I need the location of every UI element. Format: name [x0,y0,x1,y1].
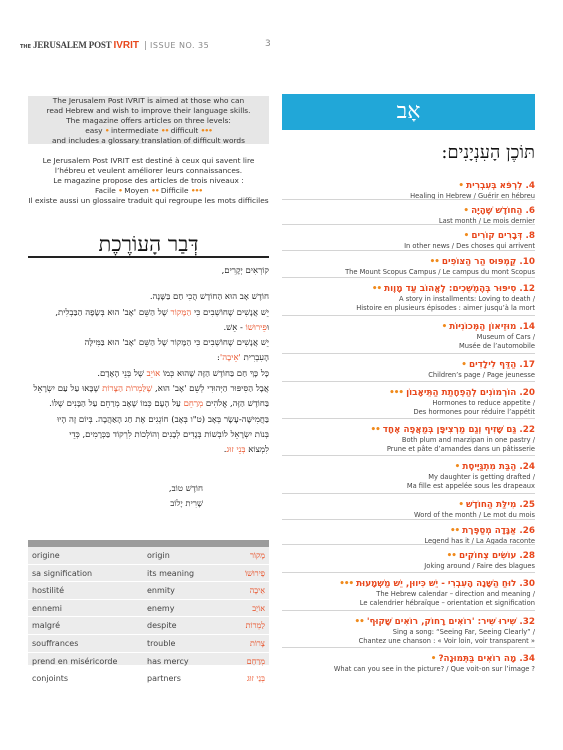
toc-item-title [282,321,535,333]
toc-subtitle: Legend has it / La Agada raconte [424,537,535,545]
toc-item[interactable] [282,424,535,454]
intro-fr-line: Il existe aussi un glossaire traduit qui regroupe les mots difficiles [28,196,269,205]
toc-page-number: 17. [519,360,535,370]
toc-subtitle: Word of the month / Le mot du mois [414,511,535,519]
level-intermediate: intermediate [110,126,159,135]
toc-page-number: 25. [519,500,535,510]
glossary-row: origine origin מָקוֹר [28,547,269,565]
glossary-term: שֶׁלַּמְרוֹת [125,384,153,395]
toc-item[interactable] [282,578,535,608]
toc-hebrew-title: מָה רוֹאִים בַּתְּמוּנָה? [438,654,517,664]
level-line [28,186,269,196]
toc-item-title [282,359,535,371]
toc-page-number: 4. [525,181,535,191]
editorial-signature [28,482,203,512]
toc-item-title [282,499,535,511]
publication-name: JERUSALEM POST [33,40,112,50]
glossary-header-bar [28,540,269,547]
intro-en-line: and includes a glossary translation of difficult words [52,136,245,145]
toc-separator [282,353,535,354]
toc-subtitle: The Hebrew calendar – direction and meaning / [376,590,535,598]
toc-item-title [282,525,535,537]
toc-hebrew-title: אַגָּדָה מְסַפֶּרֶת [462,526,517,536]
toc-separator [282,381,535,382]
toc-level-dots: •• [371,284,382,294]
toc-separator [282,610,535,611]
toc-hebrew-title: קַמְפּוּס הַר הַצּוֹפִים [441,257,517,267]
toc-item[interactable] [282,525,535,546]
toc-item[interactable] [282,653,535,674]
toc-item-title [282,616,535,628]
toc-item[interactable] [282,359,535,380]
glossary-term: 'אֵיבָה' [219,353,241,364]
page-number: 3 [265,39,271,49]
level-dots: ••• [200,126,212,135]
editorial-line: לִמְצוֹא בְּנֵי זוּג. [223,445,269,456]
toc-separator [282,647,535,648]
level-easy: easy [85,126,103,135]
glossary-table [28,540,269,684]
glossary-term: הַמָּקוֹר [170,307,192,318]
editorial-line: יֵשׁ אֲנָשִׁים שֶׁחוֹשְׁבִים כִּי הַמָּקוֹר שֶׁל הַשֵּׁם 'אָב' הוּא בְּשָׂפָה הַבַּבְלִית, [55,307,269,318]
editorial-divider [28,256,269,258]
toc-item[interactable] [282,256,535,277]
toc-subtitle: Both plum and marzipan in one pastry / [401,436,535,444]
toc-item-title [282,205,535,217]
toc-item-title [282,283,535,295]
toc-separator [282,224,535,225]
toc-item[interactable] [282,230,535,251]
toc-page-number: 14. [519,322,535,332]
editorial-line: כָּל כָּךְ חַם בַּחוֹדֶשׁ הַזֶּה שֶׁהוּא כְּמוֹ אוֹיֵב שֶׁל בְּנֵי הָאָדָם. [97,368,269,379]
toc-hebrew-title: עוֹשִׂים צְחוֹקִים [459,551,517,561]
toc-separator [282,572,535,573]
toc-page-number: 30. [519,579,535,589]
month-name: אָב [396,99,421,124]
intro-english [28,96,269,144]
toc-item-title [282,424,535,436]
toc-level-dots: • [430,654,436,664]
toc-subtitle: Prune et pâte d’amandes dans un pâtisserie [386,445,535,453]
toc-item[interactable] [282,205,535,226]
toc-level-dots: ••• [339,579,354,589]
level-dots: ••• [190,186,203,195]
toc-level-dots: • [458,500,463,510]
level-line [28,126,269,136]
toc-separator [282,544,535,545]
toc-hebrew-title: הוֹרְמוֹנִים לְהַפְחָתַת הַתֵּיאָבוֹן [406,388,517,398]
editorial-line: בַּחוֹדֶשׁ הַזֶּה, אֱלֹהִים מְרַחֵם עַל הָעָם כְּמוֹ שֶׁאָב מְרַחֵם עַל הַבָּנִים שֶׁלּוֹ. [49,399,269,410]
toc-separator [282,493,535,494]
toc-level-dots: •• [429,257,439,267]
toc-level-dots: •• [354,617,364,627]
toc-item-title [282,256,535,268]
toc-subtitle: Hormones to reduce appetite / [432,399,535,407]
toc-separator [282,418,535,419]
toc-page-number: 26. [519,526,535,536]
intro-en-line: The Jerusalem Post IVRIT is aimed at those who can [52,96,245,105]
toc-level-dots: •• [446,551,456,561]
toc-level-dots: • [458,181,464,191]
toc-hebrew-title: שִׁירוּ שִׁיר: 'רוֹאִים רָחוֹק, רוֹאִים שָׁקוּף' [366,617,517,627]
toc-item[interactable] [282,550,535,571]
toc-level-dots: ••• [389,388,403,398]
level-difficult: difficult [170,126,199,135]
toc-hebrew-title: סִיפּוּר בְּהֶמְשֵׁכִים: לֶאֱהוֹב עַד מָוֶות [384,284,517,294]
toc-item-title [282,230,535,242]
glossary-row: malgré despite לַמְרוֹת [28,617,269,635]
intro-fr-line: l’hébreu et veulent améliorer leurs connaissances. [54,166,243,175]
toc-hebrew-title: מִילַּת הַחוֹדֶשׁ [466,500,517,510]
toc-hebrew-title: גַּם שָׁזִיף וְגַם מַרְצִיפָּן בְּמַאֲפֶה אֶחָד [382,425,517,435]
glossary-row: prend en miséricorde has mercy מְרַחֵם [28,653,269,671]
toc-level-dots: • [441,322,447,332]
toc-page-number: 28. [519,551,535,561]
toc-item[interactable] [282,321,535,351]
toc-subtitle: Ma fille est appelée sous les drapeaux [406,482,535,490]
editorial-line: אֲבָל הַסִּיפּוּר הַיְּהוּדִי לְשֵׁם 'אָב' הוּא, שֶׁלַּמְרוֹת הַצָּרוֹת שֶׁבָּאוּ עַל עַם יִשְׂרָאֵל [33,384,269,395]
toc-subtitle: In other news / Des choses qui arrivent [404,242,535,250]
level-dots: • [104,126,109,135]
level-medium: Moyen [124,186,149,195]
toc-title: תּוֹכֶן הָעִנְיָנִים: [441,142,535,163]
toc-page-number: 32. [519,617,535,627]
glossary-term: פֵירוּשׁוֹ [245,322,267,333]
toc-item[interactable] [282,499,535,520]
toc-hebrew-title: מוּזֵיאוֹן הַמְּכוֹנִיּוֹת [449,322,517,332]
toc-subtitle: Histoire en plusieurs épisodes : aimer jusqu’à la mort [356,304,535,312]
glossary-term: אוֹיֵב [146,368,161,379]
toc-page-number: 6. [525,206,535,216]
toc-item-title [282,387,535,399]
toc-item-title [282,578,535,590]
editorial-title: דְּבַר הָעוֹרֶכֶת [98,232,199,256]
toc-separator [282,277,535,278]
editorial-greeting: קוֹרְאִים יְקָרִים, [221,266,269,276]
toc-page-number: 20. [519,388,535,398]
sign-greeting: חוֹדֶשׁ טוֹב, [168,484,203,494]
toc-separator [282,519,535,520]
toc-subtitle: My daughter is getting drafted / [428,473,535,481]
toc-subtitle: Joking around / Faire des blagues [424,562,535,570]
toc-item[interactable] [282,283,535,313]
toc-hebrew-title: דְּבָרִים קוֹרִים [471,231,523,241]
glossary-term: בְּנֵי זוּג [226,445,246,456]
level-dots: •• [151,186,159,195]
editorial-line: בַּחֲמִישָּׁה-עָשָׂר בְּאָב (ט"ו בְּאָב) חוֹגְגִים אֶת חַג הָאַהֲבָה. בְּיוֹם זֶה הָיוּ [56,414,269,425]
level-difficult: Difficile [160,186,189,195]
glossary-row: conjoints partners בְּנֵי זוּג [28,670,269,688]
toc-hebrew-title: לוּחַ הַשָּׁנָה הָעִבְרִי - יֵשׁ כִּיווּן, יֵשׁ מַשְׁמָעוּת [356,579,517,589]
editorial-body [28,264,269,459]
publication-the: THE [20,44,32,50]
month-banner [282,94,535,130]
toc-subtitle: Musée de l’automobile [458,342,535,350]
editorial-line: יֵשׁ אֲנָשִׁים שֶׁחוֹשְׁבִים כִּי הַמָּקוֹר שֶׁל הַשֵּׁם 'אָב' הוּא בַּמִּילָּה [84,338,269,349]
toc-item-title [282,550,535,562]
toc-hebrew-title: הַדַּף לִילָדִים [468,360,517,370]
glossary-row: sa signification its meaning פֵירוּשׁוֹ [28,565,269,583]
toc-subtitle: What can you see in the picture? / Que voit-on sur l’image ? [333,665,535,673]
editorial-line: חוֹדֶשׁ אָב הוּא הַחוֹדֶשׁ הֲכִי חַם בַּשָּׁנָה. [149,292,269,303]
toc-subtitle: Sing a song: “Seeing Far, Seeing Clearly” / [392,628,535,636]
level-dots: •• [160,126,169,135]
editorial-line: בְּנוֹת יִשְׂרָאֵל לוֹבְשׁוֹת בְּגָדִים לְבָנִים וְהוֹלְכוֹת לִרְקוֹד בַּכְּרָמִים, כְּדֵי [69,429,269,440]
toc-hebrew-title: הַבַּת מִתְגַּיֶּיסֶת [462,462,517,472]
editorial-line: הָעִבְרִית 'אֵיבָה': [217,353,269,364]
issue-number: ISSUE NO. 35 [145,41,209,50]
toc-subtitle: Museum of Cars / [476,333,535,341]
publication-ivrit: IVRIT [113,40,140,51]
editorial-line: וּפֵירוּשׁוֹ - אֵשׁ. [223,322,269,333]
toc-subtitle: Children’s page / Page jeunesse [428,371,535,379]
toc-item[interactable] [282,461,535,491]
intro-fr-line: Le magazine propose des articles de trois niveaux : [53,176,244,185]
toc-level-dots: •• [449,526,460,536]
toc-item[interactable] [282,616,535,646]
glossary-row: hostilité enmity אֵיבָה [28,582,269,600]
glossary-row: souffrances trouble צָרוֹת [28,635,269,653]
toc-level-dots: • [454,462,460,472]
intro-french [28,156,269,214]
toc-separator [282,455,535,456]
toc-subtitle: Le calendrier hébraïque – orientation et signification [359,599,535,607]
toc-level-dots: • [461,360,466,370]
toc-item-title [282,653,535,665]
toc-page-number: 24. [519,462,535,472]
level-easy: Facile [94,186,116,195]
sign-name: שָׁרִית יָלוֹב [170,499,203,509]
toc-subtitle: Des hormones pour réduire l’appétit [413,408,535,416]
toc-page-number: 12. [519,284,535,294]
toc-separator [282,199,535,200]
intro-en-line: read Hebrew and wish to improve their language skills. [46,106,251,115]
toc-page-number: 10. [519,257,535,267]
intro-en-line: The magazine offers articles on three levels: [66,116,231,125]
toc-page-number: 34. [519,654,535,664]
publication-header [20,40,209,51]
toc-level-dots: •• [370,425,380,435]
toc-item[interactable] [282,180,535,201]
toc-item-title [282,461,535,473]
toc-hebrew-title: לִרְפֹּא בְּעִבְרִית [466,181,523,191]
toc-hebrew-title: הַחוֹדֶשׁ שֶׁהָיָה [471,206,523,216]
glossary-row: ennemi enemy אוֹיֵב [28,600,269,618]
toc-subtitle: Last month / Le mois dernier [438,217,535,225]
toc-separator [282,250,535,251]
glossary-term: מְרַחֵם [183,399,204,410]
toc-level-dots: • [463,206,468,216]
intro-fr-line: Le Jerusalem Post IVRIT est destiné à ceux qui savent lire [42,156,255,165]
toc-subtitle: Healing in Hebrew / Guérir en hébreu [410,192,535,200]
level-dots: • [118,186,122,195]
toc-subtitle: Chantez une chanson : « Voir loin, voir transparent » [358,637,535,645]
toc-page-number: 8. [525,231,535,241]
toc-level-dots: • [463,231,469,241]
glossary-term: הַצָּרוֹת [102,384,124,395]
toc-subtitle: The Mount Scopus Campus / Le campus du mont Scopus [345,268,535,276]
toc-item-title [282,180,535,192]
toc-page-number: 22. [519,425,535,435]
toc-item[interactable] [282,387,535,417]
toc-subtitle: A story in installments: Loving to death / [399,295,535,303]
toc-separator [282,315,535,316]
